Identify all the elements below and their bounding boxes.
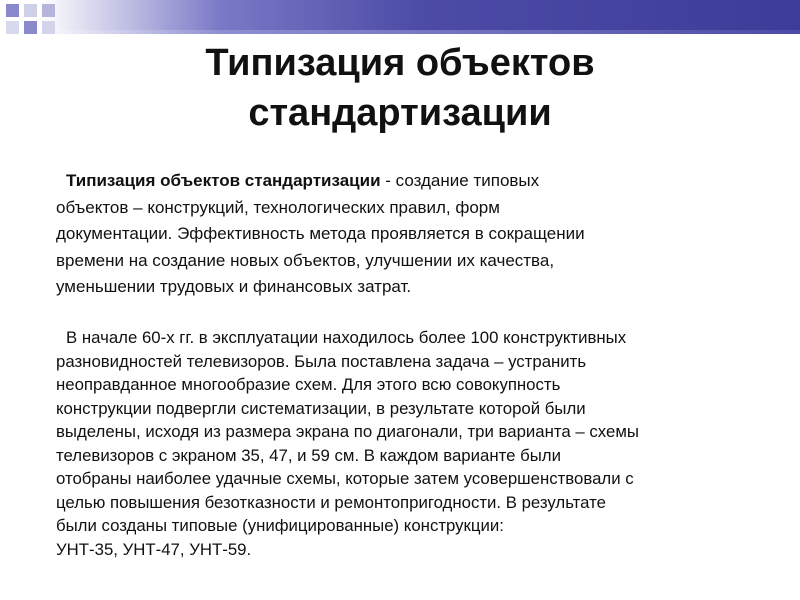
definition-term: Типизация объектов стандартизации [66,171,381,190]
definition-paragraph [56,168,776,301]
paragraph-line: В начале 60-х гг. в эксплуатации находилось более 100 конструктивных [66,328,627,347]
header-accent-strip [0,30,800,34]
paragraph-line: были созданы типовые (унифицированные) конструкции: [56,516,504,535]
paragraph-line [56,168,776,195]
paragraph-line: УНТ-35, УНТ-47, УНТ-59. [56,539,252,559]
example-paragraph [56,326,776,561]
paragraph-line: документации. Эффективность метода проявляется в сокращении [56,224,585,243]
paragraph-line: неоправданное многообразие схем. Для этого всю совокупность [56,375,561,394]
definition-text: - создание типовых [380,171,540,190]
paragraph-line: уменьшении трудовых и финансовых затрат. [56,277,412,296]
paragraph-line: отобраны наиболее удачные схемы, которые затем усовершенствовали с [56,469,634,488]
decorative-square [42,4,55,17]
decorative-square [24,21,37,34]
paragraph-line: конструкции подвергли систематизации, в результате которой были [56,398,586,418]
decorative-square [42,21,55,34]
paragraph-line: телевизоров с экраном 35, 47, и 59 см. В каждом варианте были [56,445,561,465]
paragraph-line: объектов – конструкций, технологических правил, форм [56,197,500,217]
slide-title-line-2: стандартизации [248,92,552,134]
slide-title [0,38,800,138]
decorative-square [6,4,19,17]
paragraph-line: выделены, исходя из размера экрана по диагонали, три варианта – схемы [56,422,639,441]
slide-title-line-1: Типизация объектов [205,42,595,84]
decorative-square [24,4,37,17]
decorative-square [6,21,19,34]
paragraph-line: разновидностей телевизоров. Была поставлена задача – устранить [56,351,587,371]
paragraph-line: целью повышения безотказности и ремонтопригодности. В результате [56,492,606,512]
header-gradient-band [0,0,800,30]
paragraph-line: времени на создание новых объектов, улучшении их качества, [56,250,555,270]
